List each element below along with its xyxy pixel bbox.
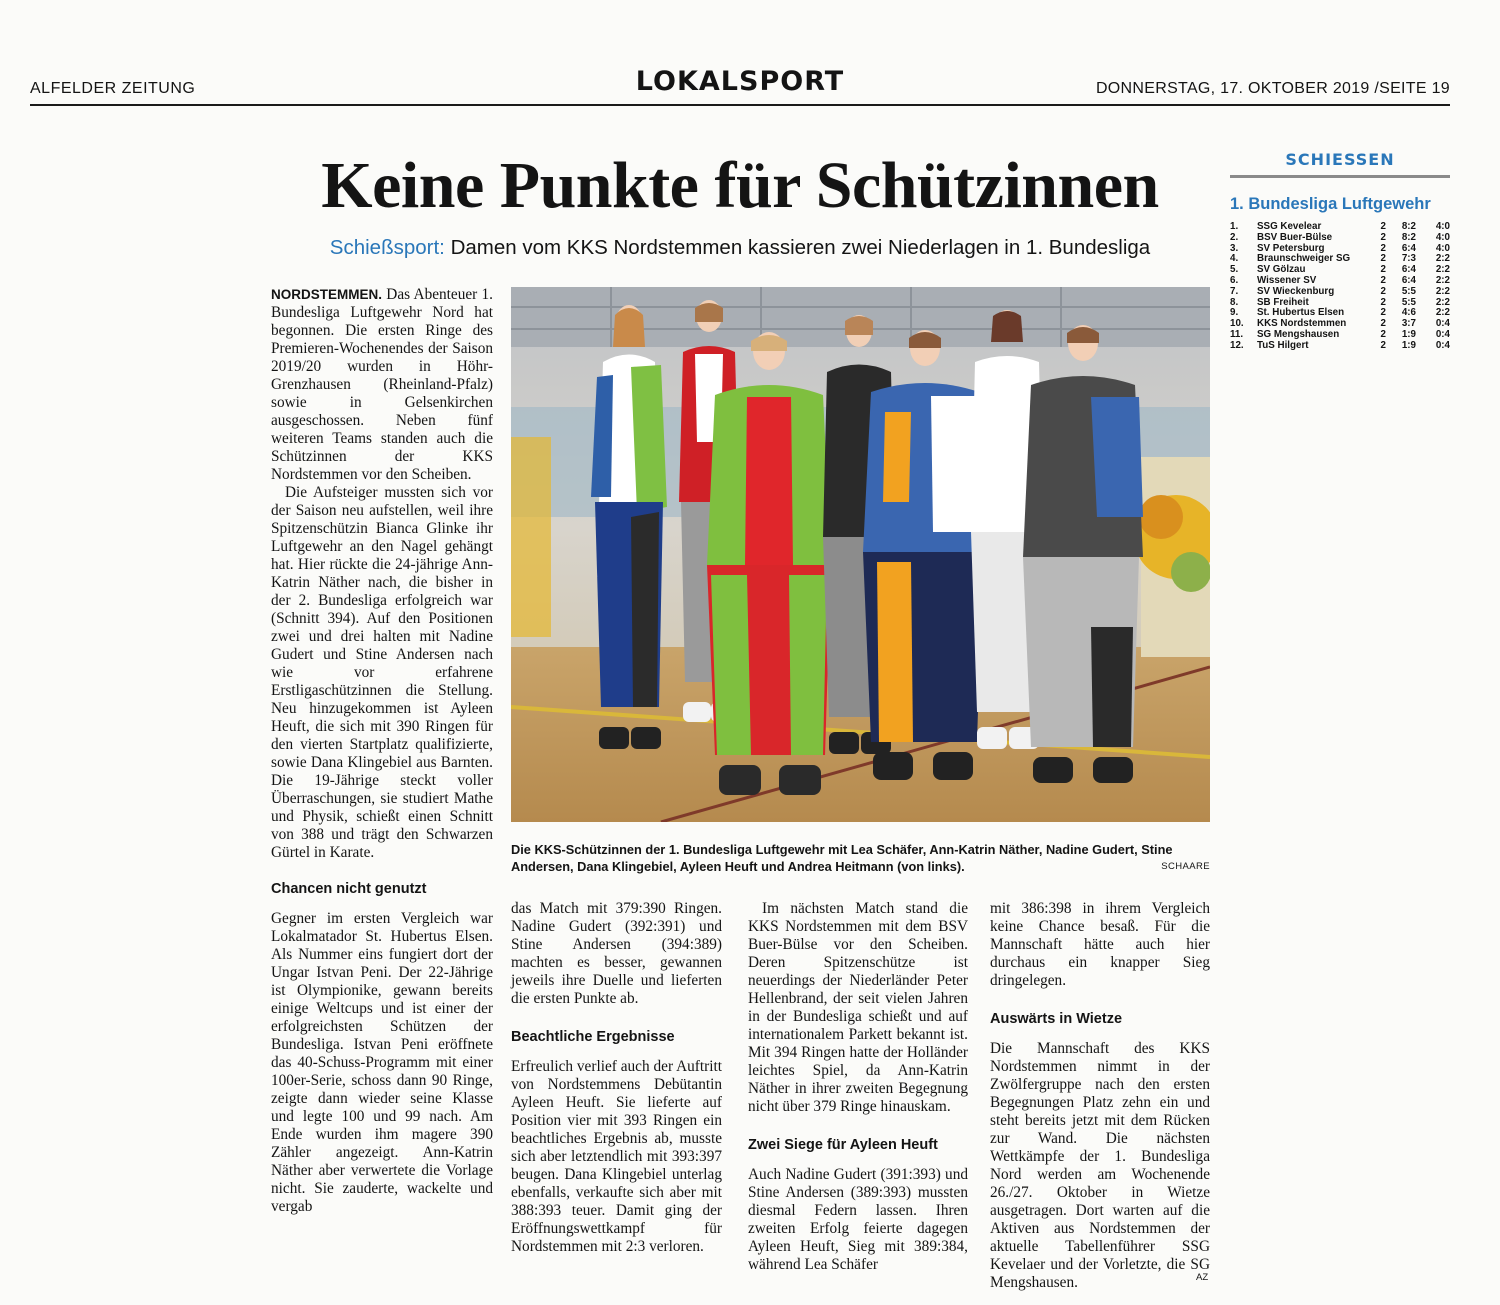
- standings-rank: 11.: [1230, 328, 1244, 340]
- standings-points: 0:4: [1435, 328, 1450, 340]
- standings-result: 4:6: [1401, 307, 1416, 319]
- standings-result: 6:4: [1401, 274, 1416, 286]
- standings-points: 0:4: [1435, 339, 1450, 351]
- team-photo: [511, 287, 1210, 822]
- sidebar-box: [1230, 150, 1450, 352]
- sidebar-title: 1. Bundesliga Luftgewehr: [1230, 195, 1431, 213]
- standings-result: 7:3: [1401, 253, 1416, 265]
- standings-games: 2: [1380, 221, 1386, 232]
- standings-rank: 5.: [1230, 264, 1239, 276]
- standings-games: 2: [1380, 274, 1386, 286]
- standings-points: 2:2: [1435, 264, 1450, 276]
- standings-rank: 6.: [1230, 274, 1239, 286]
- standings-rank: 10.: [1230, 318, 1244, 330]
- standings-points: 2:2: [1435, 307, 1450, 319]
- standings-result: 3:7: [1401, 318, 1416, 330]
- standings-team: SG Mengshausen: [1257, 328, 1340, 340]
- standings-team: SSG Kevelear: [1257, 221, 1322, 232]
- article-paragraph: NORDSTEMMEN. Das Abenteuer 1. Bundesliga Luftgewehr Nord hat begonnen. Die ersten Ringe des Premieren-Wochenendes der Saison 2019/20 wurden in Höhr-Grenzhausen (Rheinland-Pfalz) sowie in Gelsenkirchen ausgeschossen. Neben fünf weiteren Teams standen auch die Schützinnen der KKS Nordstemmen vor den Scheiben.: [271, 286, 493, 483]
- standings-games: 2: [1380, 318, 1386, 330]
- subhead-text: Damen vom KKS Nordstemmen kassieren zwei Niederlagen in 1. Bundesliga: [444, 236, 1151, 259]
- article-paragraph: mit 386:398 in ihrem Vergleich keine Chance besaß. Für die Mannschaft hätte auch hier durchaus ein knapper Sieg dringelegen.: [990, 900, 1210, 989]
- standings-rank: 12.: [1230, 339, 1244, 351]
- standings-points: 2:2: [1435, 296, 1450, 308]
- standings-team: SV Wieckenburg: [1257, 285, 1335, 297]
- standings-points: 2:2: [1435, 253, 1450, 265]
- standings-result: 5:5: [1401, 285, 1416, 297]
- article-paragraph: Auch Nadine Gudert (391:393) und Stine Andersen (389:393) mussten diesmal Federn lassen. Ihren zweiten Erfolg feierte dagegen Ayleen Heuft, Sieg mit 389:384, während Lea Schäfer: [748, 1166, 968, 1273]
- standings-result: 1:9: [1401, 339, 1416, 351]
- standings-rank: 7.: [1230, 285, 1239, 297]
- standings-rank: 2.: [1230, 231, 1239, 243]
- article-column-3: [748, 900, 968, 1274]
- standings-rank: 8.: [1230, 296, 1239, 308]
- standings-result: 1:9: [1401, 328, 1416, 340]
- article-paragraph: Im nächsten Match stand die KKS Nordstemmen mit dem BSV Buer-Bülse vor den Scheiben. Deren Spitzenschütze ist neuerdings der Niederländer Peter Hellenbrand, der seit vielen Jahren in der Bundesliga schießt und auf internationalem Parkett bekannt ist. Mit 394 Ringen hatte der Holländer leichtes Spiel, da Ann-Katrin Näther in ihrer zweiten Begegnung nicht über 379 Ringe hinauskam.: [748, 900, 968, 1115]
- article-headline: Keine Punkte für Schützinnen: [321, 149, 1159, 222]
- newspaper-name: ALFELDER ZEITUNG: [30, 80, 196, 97]
- article-subheading: Auswärts in Wietze: [990, 1011, 1123, 1027]
- standings-result: 6:4: [1401, 242, 1416, 254]
- article-subheading: Chancen nicht genutzt: [271, 881, 427, 897]
- table-row: [1230, 233, 1450, 244]
- standings-team: Wissener SV: [1257, 274, 1317, 286]
- article-column-4: [990, 900, 1210, 1292]
- standings-points: 2:2: [1435, 285, 1450, 297]
- sidebar-rubric: SCHIESSEN: [1230, 150, 1450, 178]
- standings-result: 8:2: [1401, 231, 1416, 243]
- standings-points: 4:0: [1435, 221, 1450, 232]
- standings-games: 2: [1380, 285, 1386, 297]
- standings-games: 2: [1380, 307, 1386, 319]
- standings-result: 8:2: [1401, 221, 1416, 232]
- page-header: [30, 62, 1450, 106]
- standings-games: 2: [1380, 242, 1386, 254]
- standings-points: 4:0: [1435, 231, 1450, 243]
- article-column-1: [271, 286, 493, 1216]
- article-subheading: Beachtliche Ergebnisse: [511, 1029, 675, 1045]
- standings-games: 2: [1380, 328, 1386, 340]
- standings-games: 2: [1380, 339, 1386, 351]
- standings-points: 0:4: [1435, 318, 1450, 330]
- standings-team: SV Petersburg: [1257, 242, 1325, 254]
- standings-rank: 1.: [1230, 221, 1239, 232]
- subhead-rubric: Schießsport:: [329, 236, 445, 259]
- standings-table: [1230, 222, 1450, 352]
- standings-result: 6:4: [1401, 264, 1416, 276]
- caption-text: Die KKS-Schützinnen der 1. Bundesliga Luftgewehr mit Lea Schäfer, Ann-Katrin Näther, Nadine Gudert, Stine Andersen, Dana Klingebiel, Ayleen Heuft und Andrea Heitmann (von links).: [511, 842, 1173, 874]
- standings-rank: 3.: [1230, 242, 1239, 254]
- standings-team: BSV Buer-Bülse: [1257, 231, 1333, 243]
- article-subheading: Zwei Siege für Ayleen Heuft: [748, 1137, 938, 1153]
- standings-games: 2: [1380, 296, 1386, 308]
- article-paragraph: Die Mannschaft des KKS Nordstemmen nimmt in der Zwölfergruppe nach den ersten Begegnungen Platz zehn ein und steht bereits jetzt mit dem Rücken zur Wand. Die nächsten Wettkämpfe der 1. Bundesliga Nord werden am Wochenende 26./27. Oktober in Wietze ausgetragen. Dort warten auf die Aktiven aus Nordstemmen der aktuelle Tabellenführer SSG Kevelaer und der Vorletzte, die SG Mengshausen.: [990, 1040, 1210, 1291]
- standings-team: KKS Nordstemmen: [1257, 318, 1347, 330]
- date-and-page: DONNERSTAG, 17. OKTOBER 2019 /SEITE 19: [1095, 80, 1450, 97]
- article-paragraph: das Match mit 379:390 Ringen. Nadine Gudert (392:391) und Stine Andersen (394:389) machten es besser, gewannen jeweils ihre Duelle und lieferten die ersten Punkte ab.: [511, 900, 722, 1007]
- photo-credit: SCHAARE: [1161, 861, 1210, 872]
- standings-games: 2: [1380, 231, 1386, 243]
- standings-rank: 9.: [1230, 307, 1239, 319]
- photo-caption: [511, 841, 1210, 875]
- standings-result: 5:5: [1401, 296, 1416, 308]
- article-subheadline: [270, 236, 1210, 260]
- standings-rank: 4.: [1230, 253, 1239, 265]
- standings-points: 2:2: [1435, 274, 1450, 286]
- standings-games: 2: [1380, 264, 1386, 276]
- article-paragraph: Die Aufsteiger mussten sich vor der Saison neu aufstellen, weil ihre Spitzenschützin Bianca Glinke ihr Luftgewehr an den Nagel gehängt hat. Hier rückte die 24-jährige Ann-Katrin Näther nach, die bisher in der 2. Bundesliga erfolgreich war (Schnitt 394). Auf den Positionen zwei und drei halten mit Nadine Gudert und Stine Andersen nach wie vor erfahrene Erstligaschützinnen die Stellung. Neu hinzugekommen ist Ayleen Heuft, die sich mit 390 Ringen für den vierten Startplatz qualifizierte, sowie Dana Klingebiel aus Barnten. Die 19-Jährige steckt voller Überraschungen, sie studiert Mathe und Physik, schießt einen Schnitt von 388 und trägt den Schwarzen Gürtel in Karate.: [271, 484, 493, 861]
- dateline: NORDSTEMMEN.: [271, 287, 382, 302]
- article-paragraph: Erfreulich verlief auch der Auftritt von Nordstemmens Debütantin Ayleen Heuft. Sie lieferte auf Position vier mit 393 Ringen ein beachtliches Ergebnis ab, musste sich aber letztendlich mit 393:397 beugen. Dana Klingebiel unterlag ebenfalls, verkaufte sich aber mit 388:393 teuer. Damit ging der Eröffnungswettkampf für Nordstemmen mit 2:3 verloren.: [511, 1058, 722, 1255]
- standings-team: SB Freiheit: [1257, 296, 1309, 308]
- section-title: LOKALSPORT: [635, 66, 845, 97]
- standings-team: TuS Hilgert: [1257, 339, 1309, 351]
- standings-team: SV Gölzau: [1257, 264, 1306, 276]
- article-column-2: [511, 900, 722, 1256]
- table-row: [1230, 341, 1450, 352]
- standings-team: Braunschweiger SG: [1257, 253, 1351, 265]
- standings-points: 4:0: [1435, 242, 1450, 254]
- standings-games: 2: [1380, 253, 1386, 265]
- table-row: [1230, 287, 1450, 298]
- article-paragraph: Gegner im ersten Vergleich war Lokalmatador St. Hubertus Elsen. Als Nummer eins fungiert dort der Ungar Istvan Peni. Der 22-Jährige ist Olympionike, gewann bereits einige Weltcups und ist einer der erfolgreichsten Schützen der Bundesliga. Istvan Peni eröffnete das 40-Schuss-Programm mit einer 100er-Serie, schoss dann 90 Ringe, zeigte dann wieder seine Klasse und legte 100 und 99 nach. Am Ende wurden ihm magere 390 Zähler angezeigt. Ann-Katrin Näther aber verwertete die Vorlage nicht. Sie zauderte, wackelte und vergab: [271, 910, 493, 1215]
- standings-team: St. Hubertus Elsen: [1257, 307, 1345, 319]
- author-signature: AZ: [1196, 1272, 1209, 1283]
